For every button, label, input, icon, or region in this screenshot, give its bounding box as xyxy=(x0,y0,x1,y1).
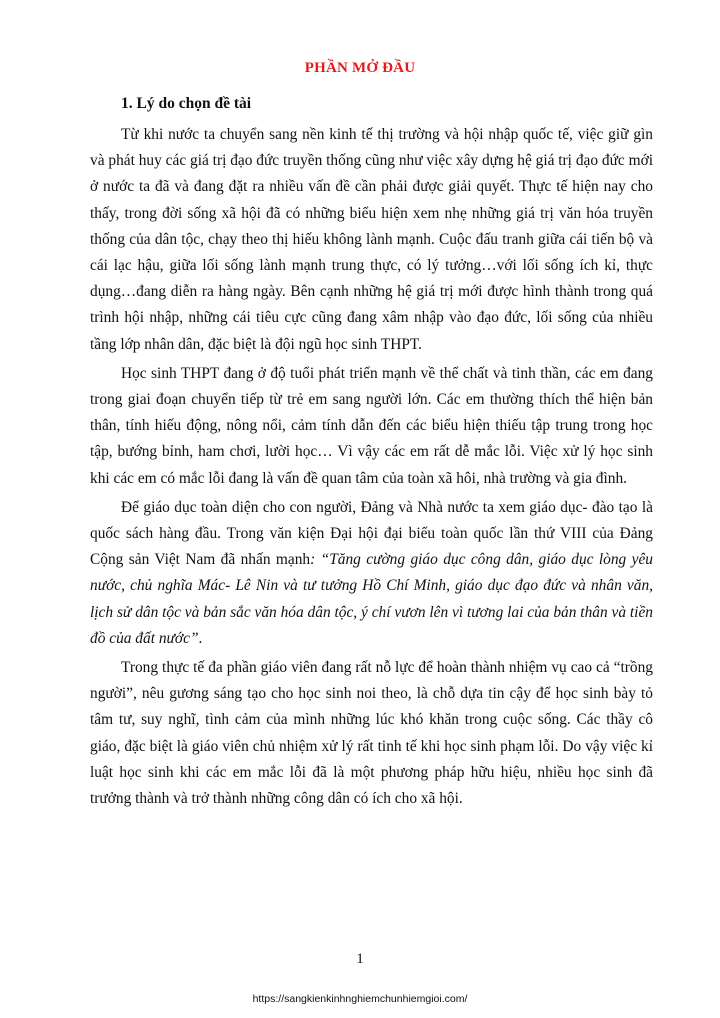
page-title: PHẦN MỞ ĐẦU xyxy=(304,60,416,76)
paragraph-1: Từ khi nước ta chuyển sang nền kinh tế thị trường và hội nhập quốc tế, việc giữ gìn và phát huy các giá trị đạo đức truyền thống cũng như việc xây dựng hệ giá trị đạo đức mới ở nước ta đã và đang đặt ra nhiều vấn đề cần phải được giải quyết. Thực tế hiện nay cho thấy, trong đời sống xã hội đã có những biểu hiện xem nhẹ những giá trị văn hóa truyền thống của dân tộc, chạy theo thị hiếu không lành mạnh. Cuộc đấu tranh giữa cái tiến bộ và cái lạc hậu, giữa lối sống lành mạnh trung thực, có lý tưởng…với lối sống ích kỉ, thực dụng…đang diễn ra hàng ngày. Bên cạnh những hệ giá trị mới được hình thành trong quá trình hội nhập, những cái tiêu cực cũng đang xâm nhập vào đạo đức, lối sống của nhiều tầng lớp nhân dân, đặc biệt là đội ngũ học sinh THPT. xyxy=(90,126,653,353)
paragraph-3 xyxy=(90,495,653,652)
document-body xyxy=(90,122,653,812)
paragraph-3-text: Để giáo dục toàn diện cho con người, Đảng và Nhà nước ta xem giáo dục- đào tạo là quốc sách hàng đầu. Trong văn kiện Đại hội đại biểu toàn quốc lần thứ VIII của Đảng Cộng sản Việt Nam đã nhấn mạnh xyxy=(90,498,653,569)
congress-quote: : “Tăng cường giáo dục công dân, giáo dục lòng yêu nước, chủ nghĩa Mác- Lê Nin và tư tưởng Hồ Chí Minh, giáo dục đạo đức và nhân văn, lịch sử dân tộc và bản sắc văn hóa dân tộc, ý chí vươn lên vì tương lai của bản thân và tiền đồ của đất nước” xyxy=(90,551,653,647)
section-heading: 1. Lý do chọn đề tài xyxy=(121,95,252,112)
footer-url[interactable]: https://sangkienkinhnghiemchunhiemgioi.com/ xyxy=(252,993,468,1005)
paragraph-3-end: . xyxy=(198,629,203,647)
paragraph-4: Trong thực tế đa phần giáo viên đang rất nỗ lực để hoàn thành nhiệm vụ cao cả “trồng người”, nêu gương sáng tạo cho học sinh noi theo, là chỗ dựa tin cậy để học sinh bày tỏ tâm tư, suy nghĩ, tình cảm của mình những lúc khó khăn trong cuộc sống. Các thầy cô giáo, đặc biệt là giáo viên chủ nhiệm xử lý rất tinh tế khi học sinh phạm lỗi. Do vậy việc kỉ luật học sinh khi các em mắc lỗi đã là một phương pháp hữu hiệu, nhiều học sinh đã trưởng thành và trở thành những công dân có ích cho xã hội. xyxy=(90,659,653,808)
paragraph-2: Học sinh THPT đang ở độ tuổi phát triển mạnh về thể chất và tinh thần, các em đang trong giai đoạn chuyển tiếp từ trẻ em sang người lớn. Các em thường thích thể hiện bản thân, tính hiếu động, nông nổi, cảm tính dẫn đến các biểu hiện thiếu tập trung trong học tập, bướng bỉnh, ham chơi, lười học… Vì vậy các em rất dễ mắc lỗi. Việc xử lý học sinh khi các em có mắc lỗi đang là vấn đề quan tâm của toàn xã hôi, nhà trường và gia đình. xyxy=(90,364,653,487)
page-number: 1 xyxy=(356,951,364,967)
